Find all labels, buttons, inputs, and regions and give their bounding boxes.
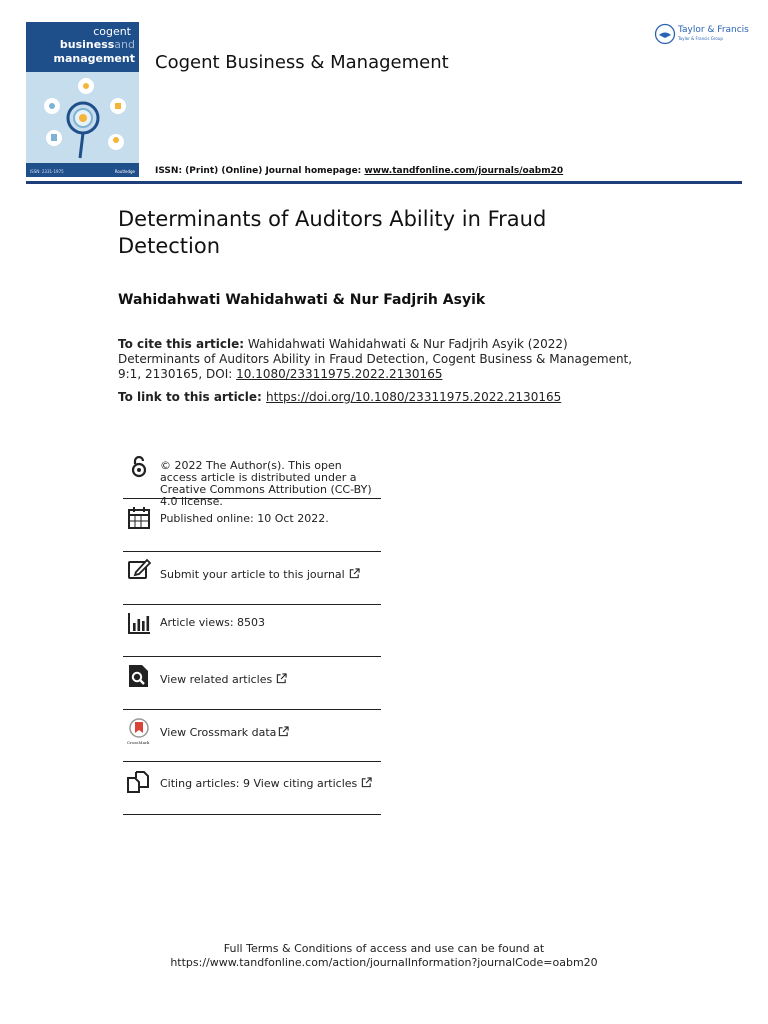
taylor-francis-logo <box>654 22 749 46</box>
crossmark-label: CrossMark <box>127 740 150 745</box>
submit-row[interactable] <box>123 551 381 605</box>
external-link-icon <box>278 726 289 737</box>
taylor-francis-icon <box>654 23 676 45</box>
external-link-icon <box>276 673 287 684</box>
related-row[interactable] <box>123 656 381 710</box>
cover-management: management <box>53 52 135 65</box>
citation-label: To cite this article: <box>118 337 245 351</box>
cover-issn: ISSN: 2331-1975 <box>30 169 64 174</box>
footer-line-1: Full Terms & Conditions of access and use can be found at <box>223 942 545 955</box>
citation-block <box>118 337 638 382</box>
published-row <box>123 498 381 552</box>
cover-business <box>60 39 135 51</box>
submit-text: Submit your article to this journal <box>160 568 345 581</box>
related-text: View related articles <box>160 673 273 686</box>
journal-cover <box>26 22 139 177</box>
license-text: © 2022 The Author(s). This open access article is distributed under a Creative Commons Attribution (CC-BY) 4.0 license. <box>160 459 372 508</box>
published-text: Published online: 10 Oct 2022. <box>160 512 329 525</box>
crossmark-icon <box>127 718 151 742</box>
cover-illustration <box>26 72 139 163</box>
bar-chart-icon <box>127 611 151 635</box>
license-row <box>123 452 381 508</box>
external-link-icon <box>349 568 360 579</box>
citing-text: Citing articles: 9 View citing articles <box>160 777 358 790</box>
citing-articles-link[interactable] <box>160 777 372 790</box>
citation-text: Wahidahwati Wahidahwati & Nur Fadjrih Asyik (2022) Determinants of Auditors Ability in Fraud Detection, Cogent Business & Management, 9:1, 2130165, DOI: <box>118 337 633 381</box>
view-related-link[interactable] <box>160 673 287 686</box>
edit-icon <box>127 557 151 581</box>
journal-title: Cogent Business & Management <box>155 52 449 73</box>
open-access-icon <box>127 455 151 479</box>
issn-homepage-line <box>155 166 563 176</box>
calendar-icon <box>127 506 151 530</box>
taylor-francis-name: Taylor & Francis <box>678 25 749 35</box>
external-link-icon <box>361 777 372 788</box>
cover-and-word: and <box>114 38 135 51</box>
search-document-icon <box>127 664 151 688</box>
cover-publisher: Routledge <box>114 169 135 174</box>
journal-homepage-link[interactable]: www.tandfonline.com/journals/oabm20 <box>364 166 564 176</box>
cover-business-word: business <box>59 38 115 51</box>
footer-terms-link[interactable]: https://www.tandfonline.com/action/journalInformation?journalCode=oabm20 <box>170 956 598 969</box>
crossmark-text: View Crossmark data <box>160 726 277 739</box>
terms-footer <box>0 942 768 970</box>
citation-doi-link[interactable]: 10.1080/23311975.2022.2130165 <box>236 367 443 381</box>
issn-label: ISSN: (Print) (Online) Journal homepage: <box>155 166 365 176</box>
taylor-francis-group: Taylor & Francis Group <box>678 36 723 41</box>
crossmark-row[interactable] <box>123 709 381 762</box>
views-text: Article views: 8503 <box>160 616 266 629</box>
submit-article-link[interactable] <box>160 568 360 581</box>
citing-row[interactable] <box>123 761 381 815</box>
article-title: Determinants of Auditors Ability in Fraud Detection <box>118 207 547 258</box>
article-authors: Wahidahwati Wahidahwati & Nur Fadjrih Asyik <box>118 292 486 308</box>
citing-articles-icon <box>127 770 151 794</box>
article-doi-link[interactable]: https://doi.org/10.1080/23311975.2022.2130165 <box>266 390 562 404</box>
crossmark-link[interactable] <box>160 726 289 739</box>
cover-cogent: cogent <box>93 25 131 38</box>
header-divider <box>26 181 742 184</box>
views-row <box>123 604 381 657</box>
article-link-line <box>118 390 561 404</box>
link-label: To link to this article: <box>118 390 267 404</box>
